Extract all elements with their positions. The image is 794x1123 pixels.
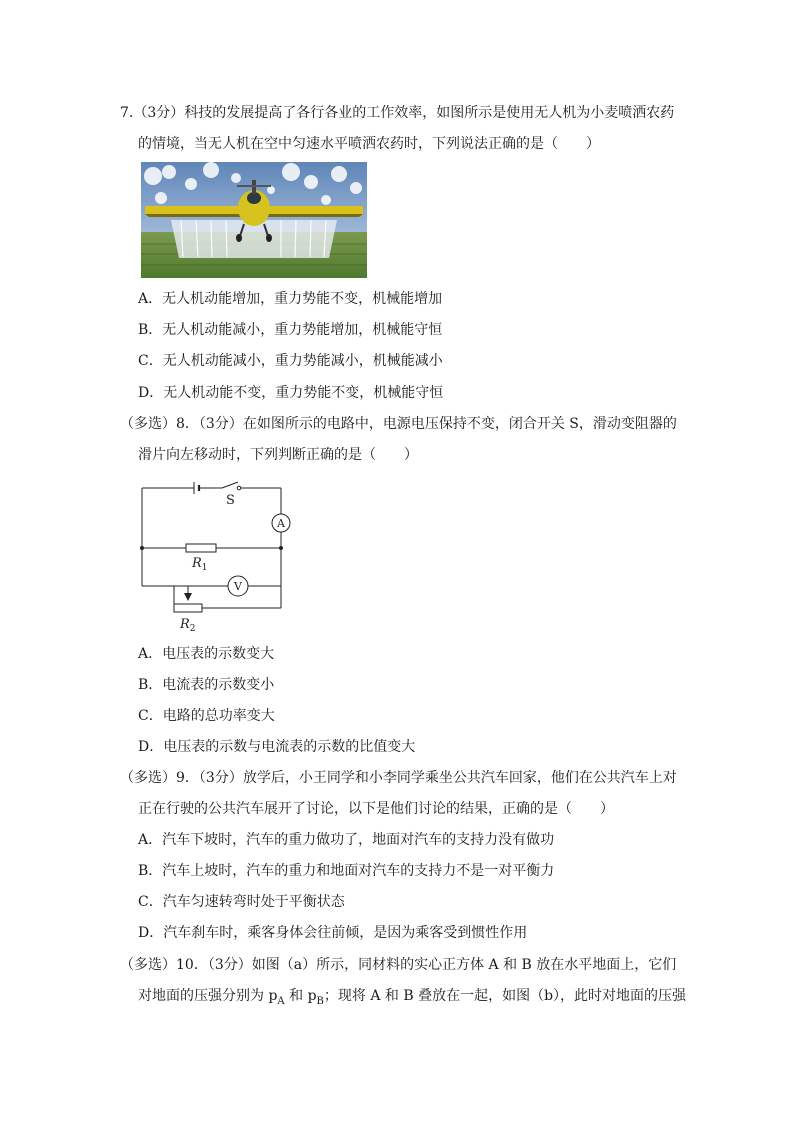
q9-option-d: D．汽车刹车时，乘客身体会往前倾，是因为乘客受到惯性作用 <box>138 925 528 941</box>
q7-option-a: A．无人机动能增加，重力势能不变，机械能增加 <box>138 291 443 307</box>
q7-option-c: C．无人机动能减小，重力势能减小，机械能减小 <box>138 353 443 369</box>
svg-text:R2 <box>179 617 196 634</box>
q7-option-d: D．无人机动能不变，重力势能不变，机械能守恒 <box>138 385 444 401</box>
q10-line2-mid: 和 <box>284 988 308 1004</box>
q9-option-a: A．汽车下坡时，汽车的重力做功了，地面对汽车的支持力没有做功 <box>138 832 555 848</box>
q7-stem-line1: 7.（3分）科技的发展提高了各行各业的工作效率，如图所示是使用无人机为小麦喷洒农药 <box>120 105 675 121</box>
q8-stem-line1: （多选）8．（3分）在如图所示的电路中，电源电压保持不变，闭合开关 S，滑动变阻器的 <box>120 416 677 432</box>
crop-duster-illustration <box>141 162 367 278</box>
circuit-diagram <box>130 478 300 638</box>
q10-stem-line1: （多选）10．（3分）如图（a）所示，同材料的实心正方体 A 和 B 放在水平地面上，它们 <box>120 957 677 973</box>
q9-option-b: B．汽车上坡时，汽车的重力和地面对汽车的支持力不是一对平衡力 <box>138 863 555 879</box>
q7-stem-line2: 的情境，当无人机在空中匀速水平喷洒农药时，下列说法正确的是（ ） <box>138 136 600 152</box>
q8-option-a: A．电压表的示数变大 <box>138 646 275 662</box>
pA-subscript: A <box>277 995 285 1007</box>
circuit-schematic <box>130 478 300 638</box>
r1-subscript: 1 <box>201 563 208 573</box>
svg-text:R1 <box>191 556 208 573</box>
r1-label: R <box>192 556 202 571</box>
q8-stem-line2: 滑片向左移动时，下列判断正确的是（ ） <box>138 447 418 463</box>
switch-label: S <box>226 493 235 508</box>
r2-subscript: 2 <box>189 624 196 634</box>
q8-option-d: D．电压表的示数与电流表的示数的比值变大 <box>138 739 416 755</box>
q10-line2-post: ；现将 A 和 B 叠放在一起，如图（b），此时对地面的压强 <box>323 988 687 1004</box>
pB-symbol: p <box>307 988 317 1004</box>
ammeter-icon <box>272 514 290 532</box>
r2-label: R <box>180 617 190 632</box>
q8-option-b: B．电流表的示数变小 <box>138 677 275 693</box>
svg-text:V: V <box>234 580 242 593</box>
svg-text:A: A <box>277 517 285 530</box>
q9-stem-line1: （多选）9．（3分）放学后，小王同学和小李同学乘坐公共汽车回家，他们在公共汽车上对 <box>120 770 677 786</box>
q7-option-b: B．无人机动能减小，重力势能增加，机械能守恒 <box>138 322 443 338</box>
q10-line2-pre: 对地面的压强分别为 <box>138 988 269 1004</box>
q8-option-c: C．电路的总功率变大 <box>138 708 275 724</box>
q9-option-c: C．汽车匀速转弯时处于平衡状态 <box>138 894 345 910</box>
crop-duster-photo <box>141 162 367 278</box>
pB-subscript: B <box>316 995 324 1007</box>
q9-stem-line2: 正在行驶的公共汽车展开了讨论，以下是他们讨论的结果，正确的是（ ） <box>138 801 614 817</box>
voltmeter-icon <box>228 576 248 596</box>
pA-symbol: p <box>268 988 278 1004</box>
q10-stem-line2 <box>138 987 686 1005</box>
